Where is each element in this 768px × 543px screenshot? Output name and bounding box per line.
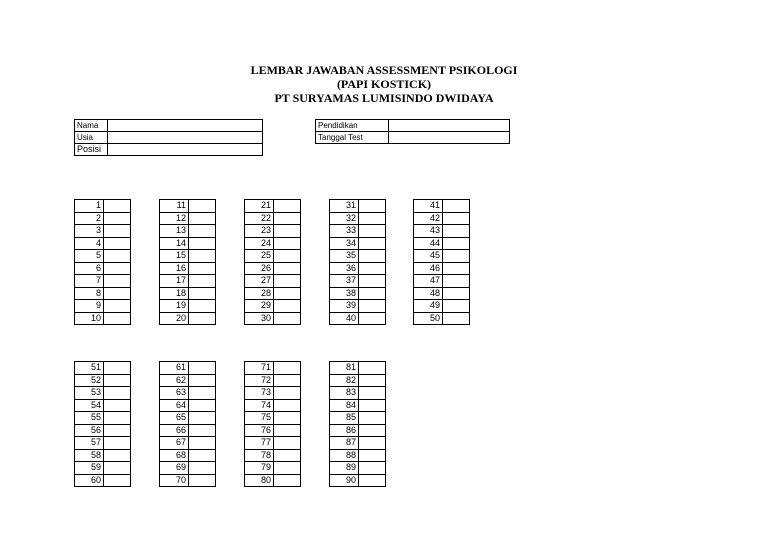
answer-row xyxy=(75,412,131,425)
answer-block xyxy=(244,199,301,325)
info-row-nama xyxy=(75,120,263,132)
question-number: 47 xyxy=(414,275,443,288)
info-label: Nama xyxy=(75,120,108,132)
answer-row xyxy=(160,300,216,313)
answer-row xyxy=(245,449,301,462)
answer-cell[interactable] xyxy=(274,399,301,412)
question-number: 26 xyxy=(245,262,274,275)
question-number: 20 xyxy=(160,312,189,325)
answer-row xyxy=(75,250,131,263)
question-number: 8 xyxy=(75,287,104,300)
question-number: 33 xyxy=(330,225,359,238)
answer-block xyxy=(74,361,131,487)
question-number: 85 xyxy=(330,412,359,425)
answer-cell[interactable] xyxy=(359,374,386,387)
answer-cell[interactable] xyxy=(274,362,301,375)
question-number: 25 xyxy=(245,250,274,263)
answer-row xyxy=(160,287,216,300)
pendidikan-field[interactable] xyxy=(389,120,510,132)
question-number: 74 xyxy=(245,399,274,412)
info-row-usia xyxy=(75,132,263,144)
answer-cell[interactable] xyxy=(104,424,131,437)
answer-cell[interactable] xyxy=(104,437,131,450)
answer-block xyxy=(413,199,470,325)
answer-cell[interactable] xyxy=(104,387,131,400)
info-row-tanggal-test xyxy=(316,132,510,144)
answer-cell[interactable] xyxy=(359,225,386,238)
answer-cell[interactable] xyxy=(189,374,216,387)
answer-row xyxy=(330,212,386,225)
answer-row xyxy=(75,262,131,275)
question-number: 65 xyxy=(160,412,189,425)
question-number: 64 xyxy=(160,399,189,412)
answer-cell[interactable] xyxy=(189,424,216,437)
answer-row xyxy=(160,250,216,263)
answer-cell[interactable] xyxy=(359,474,386,487)
answer-cell[interactable] xyxy=(189,212,216,225)
personal-info-table xyxy=(74,119,263,156)
question-number: 46 xyxy=(414,262,443,275)
form-title-line-1: LEMBAR JAWABAN ASSESSMENT PSIKOLOGI xyxy=(250,63,518,77)
answer-row xyxy=(160,312,216,325)
answer-row xyxy=(75,200,131,213)
answer-cell[interactable] xyxy=(104,250,131,263)
question-number: 35 xyxy=(330,250,359,263)
answer-row xyxy=(160,200,216,213)
answer-cell[interactable] xyxy=(189,312,216,325)
answer-cell[interactable] xyxy=(189,275,216,288)
answer-row xyxy=(160,212,216,225)
answer-cell[interactable] xyxy=(189,287,216,300)
question-number: 38 xyxy=(330,287,359,300)
question-number: 61 xyxy=(160,362,189,375)
question-number: 23 xyxy=(245,225,274,238)
question-number: 55 xyxy=(75,412,104,425)
answer-row xyxy=(75,462,131,475)
answer-cell[interactable] xyxy=(104,212,131,225)
answer-row xyxy=(245,212,301,225)
question-number: 75 xyxy=(245,412,274,425)
answer-cell[interactable] xyxy=(359,237,386,250)
answer-cell[interactable] xyxy=(189,462,216,475)
answer-cell[interactable] xyxy=(443,287,470,300)
posisi-field[interactable] xyxy=(108,144,263,156)
answer-row xyxy=(75,437,131,450)
answer-cell[interactable] xyxy=(189,225,216,238)
answer-cell[interactable] xyxy=(274,449,301,462)
question-number: 90 xyxy=(330,474,359,487)
answer-cell[interactable] xyxy=(274,312,301,325)
answer-cell[interactable] xyxy=(189,362,216,375)
answer-cell[interactable] xyxy=(359,399,386,412)
question-number: 40 xyxy=(330,312,359,325)
answer-row xyxy=(414,200,470,213)
answer-cell[interactable] xyxy=(359,437,386,450)
answer-cell[interactable] xyxy=(359,424,386,437)
answer-row xyxy=(330,449,386,462)
question-number: 84 xyxy=(330,399,359,412)
question-number: 88 xyxy=(330,449,359,462)
answer-cell[interactable] xyxy=(274,462,301,475)
question-number: 53 xyxy=(75,387,104,400)
answer-row xyxy=(245,437,301,450)
answer-row xyxy=(245,387,301,400)
question-number: 50 xyxy=(414,312,443,325)
question-number: 12 xyxy=(160,212,189,225)
answer-cell[interactable] xyxy=(443,212,470,225)
answer-row xyxy=(75,362,131,375)
answer-row xyxy=(414,287,470,300)
answer-cell[interactable] xyxy=(359,449,386,462)
answer-row xyxy=(330,424,386,437)
question-number: 72 xyxy=(245,374,274,387)
answer-block xyxy=(329,199,386,325)
question-number: 76 xyxy=(245,424,274,437)
answer-row xyxy=(160,399,216,412)
answer-row xyxy=(75,449,131,462)
info-label: Pendidikan xyxy=(316,120,389,132)
answer-row xyxy=(245,374,301,387)
answer-cell[interactable] xyxy=(443,275,470,288)
answer-cell[interactable] xyxy=(274,212,301,225)
question-number: 1 xyxy=(75,200,104,213)
question-number: 86 xyxy=(330,424,359,437)
question-number: 69 xyxy=(160,462,189,475)
question-number: 54 xyxy=(75,399,104,412)
question-number: 56 xyxy=(75,424,104,437)
answer-cell[interactable] xyxy=(359,250,386,263)
answer-row xyxy=(245,275,301,288)
answer-cell[interactable] xyxy=(274,424,301,437)
question-number: 16 xyxy=(160,262,189,275)
form-title-line-2: (PAPI KOSTICK) xyxy=(336,77,432,91)
answer-block xyxy=(244,361,301,487)
answer-row xyxy=(160,262,216,275)
answer-row xyxy=(245,474,301,487)
answer-row xyxy=(330,287,386,300)
question-number: 19 xyxy=(160,300,189,313)
tanggal-test-field[interactable] xyxy=(389,132,510,144)
answer-row xyxy=(160,387,216,400)
answer-cell[interactable] xyxy=(359,412,386,425)
question-number: 13 xyxy=(160,225,189,238)
test-info-table xyxy=(315,119,510,144)
question-number: 36 xyxy=(330,262,359,275)
question-number: 3 xyxy=(75,225,104,238)
answer-cell[interactable] xyxy=(189,250,216,263)
answer-cell[interactable] xyxy=(274,300,301,313)
answer-row xyxy=(75,387,131,400)
answer-cell[interactable] xyxy=(443,312,470,325)
question-number: 44 xyxy=(414,237,443,250)
answer-row xyxy=(330,200,386,213)
answer-cell[interactable] xyxy=(189,412,216,425)
answer-row xyxy=(245,237,301,250)
answer-cell[interactable] xyxy=(189,200,216,213)
question-number: 77 xyxy=(245,437,274,450)
answer-row xyxy=(160,424,216,437)
answer-row xyxy=(414,225,470,238)
question-number: 6 xyxy=(75,262,104,275)
answer-cell[interactable] xyxy=(104,200,131,213)
answer-row xyxy=(330,362,386,375)
answer-row xyxy=(245,412,301,425)
question-number: 17 xyxy=(160,275,189,288)
answer-cell[interactable] xyxy=(189,387,216,400)
question-number: 71 xyxy=(245,362,274,375)
answer-row xyxy=(330,300,386,313)
question-number: 87 xyxy=(330,437,359,450)
answer-row xyxy=(245,424,301,437)
question-number: 62 xyxy=(160,374,189,387)
answer-row xyxy=(75,212,131,225)
answer-cell[interactable] xyxy=(274,262,301,275)
answer-row xyxy=(75,374,131,387)
usia-field[interactable] xyxy=(108,132,263,144)
question-number: 14 xyxy=(160,237,189,250)
answer-row xyxy=(160,437,216,450)
answer-row xyxy=(330,275,386,288)
question-number: 59 xyxy=(75,462,104,475)
answer-row xyxy=(75,312,131,325)
answer-cell[interactable] xyxy=(104,374,131,387)
answer-cell[interactable] xyxy=(443,250,470,263)
answer-cell[interactable] xyxy=(189,300,216,313)
question-number: 29 xyxy=(245,300,274,313)
question-number: 39 xyxy=(330,300,359,313)
question-number: 42 xyxy=(414,212,443,225)
answer-row xyxy=(330,399,386,412)
answer-cell[interactable] xyxy=(104,287,131,300)
info-row-posisi xyxy=(75,144,263,156)
answer-row xyxy=(75,399,131,412)
answer-cell[interactable] xyxy=(189,449,216,462)
question-number: 51 xyxy=(75,362,104,375)
answer-row xyxy=(75,300,131,313)
answer-cell[interactable] xyxy=(274,225,301,238)
answer-row xyxy=(245,399,301,412)
answer-row xyxy=(330,250,386,263)
answer-cell[interactable] xyxy=(443,262,470,275)
answer-cell[interactable] xyxy=(189,437,216,450)
answer-row xyxy=(330,474,386,487)
question-number: 83 xyxy=(330,387,359,400)
question-number: 58 xyxy=(75,449,104,462)
answer-cell[interactable] xyxy=(274,474,301,487)
answer-cell[interactable] xyxy=(359,300,386,313)
answer-row xyxy=(245,262,301,275)
question-number: 80 xyxy=(245,474,274,487)
form-title-line-3: PT SURYAMAS LUMISINDO DWIDAYA xyxy=(274,91,494,105)
question-number: 11 xyxy=(160,200,189,213)
answer-row xyxy=(160,225,216,238)
answer-block xyxy=(74,199,131,325)
question-number: 68 xyxy=(160,449,189,462)
answer-block xyxy=(159,199,216,325)
answer-cell[interactable] xyxy=(274,412,301,425)
answer-row xyxy=(75,225,131,238)
answer-row xyxy=(414,312,470,325)
question-number: 37 xyxy=(330,275,359,288)
question-number: 2 xyxy=(75,212,104,225)
answer-row xyxy=(330,374,386,387)
question-number: 48 xyxy=(414,287,443,300)
answer-cell[interactable] xyxy=(359,200,386,213)
question-number: 32 xyxy=(330,212,359,225)
answer-block xyxy=(329,361,386,487)
answer-row xyxy=(414,237,470,250)
answer-row xyxy=(414,262,470,275)
answer-cell[interactable] xyxy=(104,399,131,412)
answer-row xyxy=(245,200,301,213)
answer-row xyxy=(160,374,216,387)
answer-cell[interactable] xyxy=(359,262,386,275)
question-number: 66 xyxy=(160,424,189,437)
nama-field[interactable] xyxy=(108,120,263,132)
answer-cell[interactable] xyxy=(104,225,131,238)
question-number: 79 xyxy=(245,462,274,475)
answer-row xyxy=(245,362,301,375)
answer-cell[interactable] xyxy=(359,387,386,400)
answer-cell[interactable] xyxy=(104,237,131,250)
answer-cell[interactable] xyxy=(359,312,386,325)
question-number: 43 xyxy=(414,225,443,238)
answer-cell[interactable] xyxy=(189,474,216,487)
answer-row xyxy=(414,275,470,288)
question-number: 18 xyxy=(160,287,189,300)
answer-row xyxy=(245,312,301,325)
question-number: 9 xyxy=(75,300,104,313)
answer-cell[interactable] xyxy=(104,312,131,325)
info-row-pendidikan xyxy=(316,120,510,132)
answer-cell[interactable] xyxy=(359,462,386,475)
question-number: 22 xyxy=(245,212,274,225)
answer-cell[interactable] xyxy=(104,449,131,462)
answer-cell[interactable] xyxy=(443,200,470,213)
question-number: 73 xyxy=(245,387,274,400)
answer-cell[interactable] xyxy=(189,262,216,275)
question-number: 63 xyxy=(160,387,189,400)
answer-row xyxy=(160,237,216,250)
answer-row xyxy=(160,462,216,475)
answer-cell[interactable] xyxy=(104,474,131,487)
question-number: 28 xyxy=(245,287,274,300)
question-number: 78 xyxy=(245,449,274,462)
info-label: Posisi xyxy=(75,144,108,156)
answer-cell[interactable] xyxy=(274,200,301,213)
answer-cell[interactable] xyxy=(104,275,131,288)
answer-cell[interactable] xyxy=(104,262,131,275)
answer-cell[interactable] xyxy=(443,237,470,250)
answer-row xyxy=(245,287,301,300)
question-number: 34 xyxy=(330,237,359,250)
question-number: 21 xyxy=(245,200,274,213)
answer-row xyxy=(414,250,470,263)
question-number: 45 xyxy=(414,250,443,263)
answer-cell[interactable] xyxy=(359,212,386,225)
answer-row xyxy=(330,462,386,475)
answer-cell[interactable] xyxy=(443,300,470,313)
answer-row xyxy=(414,300,470,313)
answer-cell[interactable] xyxy=(274,287,301,300)
answer-row xyxy=(414,212,470,225)
question-number: 30 xyxy=(245,312,274,325)
question-number: 31 xyxy=(330,200,359,213)
answer-row xyxy=(160,412,216,425)
answer-cell[interactable] xyxy=(104,412,131,425)
question-number: 7 xyxy=(75,275,104,288)
answer-row xyxy=(330,225,386,238)
answer-row xyxy=(160,449,216,462)
answer-cell[interactable] xyxy=(104,362,131,375)
answer-row xyxy=(75,474,131,487)
info-label: Usia xyxy=(75,132,108,144)
answer-row xyxy=(245,225,301,238)
answer-cell[interactable] xyxy=(189,237,216,250)
answer-cell[interactable] xyxy=(274,275,301,288)
question-number: 5 xyxy=(75,250,104,263)
question-number: 49 xyxy=(414,300,443,313)
question-number: 89 xyxy=(330,462,359,475)
answer-row xyxy=(330,437,386,450)
answer-cell[interactable] xyxy=(274,437,301,450)
answer-cell[interactable] xyxy=(359,287,386,300)
answer-row xyxy=(330,237,386,250)
answer-cell[interactable] xyxy=(359,362,386,375)
question-number: 15 xyxy=(160,250,189,263)
answer-row xyxy=(330,262,386,275)
question-number: 52 xyxy=(75,374,104,387)
answer-cell[interactable] xyxy=(189,399,216,412)
question-number: 70 xyxy=(160,474,189,487)
question-number: 60 xyxy=(75,474,104,487)
answer-row xyxy=(75,287,131,300)
answer-row xyxy=(330,312,386,325)
answer-row xyxy=(160,275,216,288)
answer-cell[interactable] xyxy=(274,387,301,400)
answer-row xyxy=(245,300,301,313)
question-number: 57 xyxy=(75,437,104,450)
question-number: 82 xyxy=(330,374,359,387)
question-number: 81 xyxy=(330,362,359,375)
question-number: 27 xyxy=(245,275,274,288)
answer-row xyxy=(160,474,216,487)
answer-cell[interactable] xyxy=(104,300,131,313)
answer-cell[interactable] xyxy=(104,462,131,475)
answer-row xyxy=(330,387,386,400)
answer-row xyxy=(75,275,131,288)
question-number: 41 xyxy=(414,200,443,213)
answer-row xyxy=(245,250,301,263)
answer-row xyxy=(75,237,131,250)
answer-cell[interactable] xyxy=(359,275,386,288)
info-label: Tanggal Test xyxy=(316,132,389,144)
answer-row xyxy=(330,412,386,425)
answer-row xyxy=(245,462,301,475)
question-number: 24 xyxy=(245,237,274,250)
question-number: 4 xyxy=(75,237,104,250)
answer-cell[interactable] xyxy=(274,374,301,387)
answer-block xyxy=(159,361,216,487)
answer-row xyxy=(75,424,131,437)
answer-cell[interactable] xyxy=(274,250,301,263)
answer-row xyxy=(160,362,216,375)
answer-cell[interactable] xyxy=(443,225,470,238)
answer-cell[interactable] xyxy=(274,237,301,250)
question-number: 67 xyxy=(160,437,189,450)
question-number: 10 xyxy=(75,312,104,325)
